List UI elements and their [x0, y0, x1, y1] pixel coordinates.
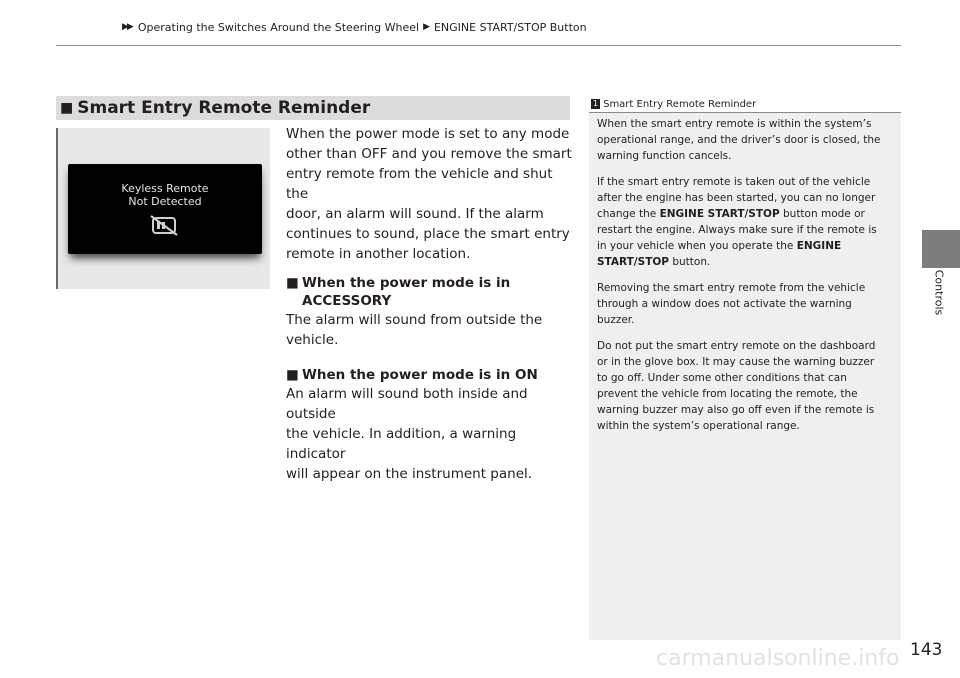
square-bullet-icon: ■: [286, 367, 299, 383]
sidebar-paragraph-restart: If the smart entry remote is taken out of the vehicle after the engine has been started, you can no longer change the ENGINE START/STOP button mode or restart the engine. Always make sure if the remote is in your vehicle when you operate the ENGINE START/STOP button.: [597, 176, 877, 268]
sidebar-paragraph-range: When the smart entry remote is within the system’s operational range, and the driver’s door is closed, the warning function cancels.: [597, 118, 881, 162]
intro-line: entry remote from the vehicle and shut the: [286, 166, 553, 202]
remote-slash-icon: [147, 213, 183, 237]
intro-line: remote in another location.: [286, 246, 471, 262]
sidebar-title-text: Smart Entry Remote Reminder: [603, 98, 757, 110]
header-divider: [56, 45, 901, 46]
subheading-accessory-line2: ACCESSORY: [302, 293, 392, 309]
sidebar-paragraph-dashboard: Do not put the smart entry remote on the dashboard or in the glove box. It may cause the warning buzzer to go off. Under some other conditions that can prevent the vehicle from locating the remote, the warning buzzer may also go off even if the remote is within the system’s operational range.: [597, 340, 876, 432]
subheading-on: [286, 366, 576, 384]
breadcrumb-item-engine-start-stop[interactable]: ENGINE START/STOP Button: [433, 20, 587, 34]
on-line: the vehicle. In addition, a warning indicator: [286, 426, 517, 462]
section-heading: [56, 96, 570, 120]
intro-line: continues to sound, place the smart entry: [286, 226, 570, 242]
subheading-accessory-line1: When the power mode is in: [302, 275, 511, 291]
notes-sidebar: [589, 96, 901, 640]
intro-line: door, an alarm will sound. If the alarm: [286, 206, 544, 222]
intro-paragraph: [286, 124, 576, 264]
breadcrumb: [122, 18, 912, 36]
breadcrumb-arrow-icon: ▶▶: [122, 22, 132, 32]
on-paragraph: [286, 384, 576, 484]
sidebar-body: [597, 116, 893, 444]
display-message-line1: Keyless Remote: [121, 182, 209, 195]
square-bullet-icon: ■: [60, 100, 74, 116]
intro-line: When the power mode is set to any mode: [286, 126, 570, 142]
display-message-line2: Not Detected: [128, 195, 202, 208]
intro-line: other than OFF and you remove the smart: [286, 146, 572, 162]
main-text-column: [286, 124, 576, 484]
page-number: 143: [910, 640, 943, 660]
display-message: [68, 182, 262, 208]
chapter-tab-label[interactable]: Controls: [932, 269, 946, 315]
sidebar-title: [589, 96, 901, 113]
subheading-on-text: When the power mode is in ON: [302, 367, 538, 383]
accessory-text: The alarm will sound from outside the vehicle.: [286, 312, 543, 348]
sidebar-paragraph-window: Removing the smart entry remote from the vehicle through a window does not activate the warning buzzer.: [597, 282, 866, 326]
subheading-accessory: [286, 274, 576, 310]
breadcrumb-arrow-icon: ▶: [423, 22, 428, 32]
reference-number-badge: 1: [593, 99, 599, 108]
instrument-display-figure: [56, 128, 270, 289]
watermark-text: carmanualsonline.info: [656, 646, 900, 671]
section-title: Smart Entry Remote Reminder: [77, 98, 371, 118]
square-bullet-icon: ■: [286, 275, 299, 291]
multi-info-display: [68, 164, 262, 254]
on-line: An alarm will sound both inside and outside: [286, 386, 528, 422]
on-line: will appear on the instrument panel.: [286, 466, 533, 482]
breadcrumb-item-switches[interactable]: Operating the Switches Around the Steering Wheel: [137, 20, 420, 34]
